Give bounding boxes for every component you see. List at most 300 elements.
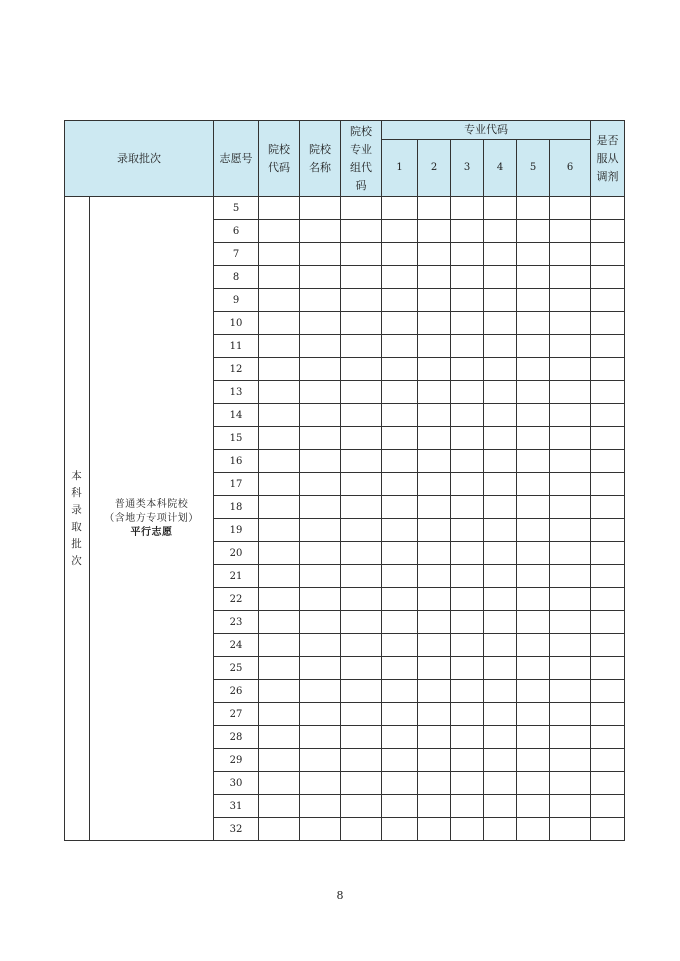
entry-cell[interactable]	[550, 611, 591, 634]
header-major-5: 5	[517, 140, 550, 197]
entry-cell[interactable]	[341, 542, 382, 565]
entry-cell[interactable]	[300, 496, 341, 519]
entry-cell[interactable]	[550, 358, 591, 381]
entry-cell[interactable]	[550, 335, 591, 358]
entry-cell[interactable]	[451, 358, 484, 381]
entry-cell[interactable]	[517, 726, 550, 749]
entry-cell[interactable]	[517, 358, 550, 381]
entry-cell[interactable]	[300, 243, 341, 266]
entry-cell[interactable]	[484, 427, 517, 450]
choice-number: 15	[214, 427, 259, 450]
entry-cell[interactable]	[382, 473, 418, 496]
entry-cell[interactable]	[591, 611, 625, 634]
entry-cell[interactable]	[591, 588, 625, 611]
entry-cell[interactable]	[382, 289, 418, 312]
entry-cell[interactable]	[591, 749, 625, 772]
entry-cell[interactable]	[517, 657, 550, 680]
entry-cell[interactable]	[418, 634, 451, 657]
entry-cell[interactable]	[591, 197, 625, 220]
entry-cell[interactable]	[418, 358, 451, 381]
entry-cell[interactable]	[484, 335, 517, 358]
entry-cell[interactable]	[591, 634, 625, 657]
entry-cell[interactable]	[550, 496, 591, 519]
entry-cell[interactable]	[451, 542, 484, 565]
choice-number: 25	[214, 657, 259, 680]
entry-cell[interactable]	[259, 795, 300, 818]
entry-cell[interactable]	[259, 404, 300, 427]
entry-cell[interactable]	[300, 427, 341, 450]
entry-cell[interactable]	[591, 565, 625, 588]
choice-number: 9	[214, 289, 259, 312]
entry-cell[interactable]	[300, 542, 341, 565]
entry-cell[interactable]	[517, 335, 550, 358]
entry-cell[interactable]	[451, 634, 484, 657]
entry-cell[interactable]	[517, 496, 550, 519]
entry-cell[interactable]	[341, 588, 382, 611]
entry-cell[interactable]	[259, 289, 300, 312]
entry-cell[interactable]	[484, 266, 517, 289]
entry-cell[interactable]	[341, 795, 382, 818]
entry-cell[interactable]	[451, 588, 484, 611]
entry-cell[interactable]	[550, 450, 591, 473]
entry-cell[interactable]	[451, 795, 484, 818]
entry-cell[interactable]	[300, 680, 341, 703]
entry-cell[interactable]	[382, 381, 418, 404]
entry-cell[interactable]	[484, 611, 517, 634]
entry-cell[interactable]	[591, 496, 625, 519]
entry-cell[interactable]	[550, 220, 591, 243]
entry-cell[interactable]	[341, 703, 382, 726]
entry-cell[interactable]	[484, 818, 517, 841]
entry-cell[interactable]	[517, 450, 550, 473]
entry-cell[interactable]	[517, 473, 550, 496]
entry-cell[interactable]	[418, 473, 451, 496]
entry-cell[interactable]	[341, 496, 382, 519]
entry-cell[interactable]	[550, 749, 591, 772]
entry-cell[interactable]	[517, 381, 550, 404]
entry-cell[interactable]	[451, 703, 484, 726]
entry-cell[interactable]	[382, 358, 418, 381]
entry-cell[interactable]	[484, 726, 517, 749]
entry-cell[interactable]	[418, 818, 451, 841]
entry-cell[interactable]	[418, 588, 451, 611]
entry-cell[interactable]	[451, 519, 484, 542]
entry-cell[interactable]	[451, 243, 484, 266]
entry-cell[interactable]	[341, 473, 382, 496]
choice-number: 32	[214, 818, 259, 841]
entry-cell[interactable]	[451, 404, 484, 427]
entry-cell[interactable]	[550, 657, 591, 680]
entry-cell[interactable]	[550, 680, 591, 703]
entry-cell[interactable]	[418, 404, 451, 427]
entry-cell[interactable]	[550, 312, 591, 335]
entry-cell[interactable]	[259, 473, 300, 496]
entry-cell[interactable]	[300, 335, 341, 358]
entry-cell[interactable]	[517, 772, 550, 795]
entry-cell[interactable]	[341, 266, 382, 289]
entry-cell[interactable]	[341, 381, 382, 404]
entry-cell[interactable]	[259, 427, 300, 450]
entry-cell[interactable]	[451, 266, 484, 289]
entry-cell[interactable]	[341, 220, 382, 243]
entry-cell[interactable]	[550, 243, 591, 266]
table-row	[65, 197, 625, 220]
entry-cell[interactable]	[591, 726, 625, 749]
entry-cell[interactable]	[591, 220, 625, 243]
entry-cell[interactable]	[418, 496, 451, 519]
entry-cell[interactable]	[259, 450, 300, 473]
header-school-code: 院校 代码	[259, 121, 300, 197]
entry-cell[interactable]	[382, 197, 418, 220]
entry-cell[interactable]	[418, 335, 451, 358]
entry-cell[interactable]	[484, 473, 517, 496]
entry-cell[interactable]	[484, 197, 517, 220]
entry-cell[interactable]	[382, 634, 418, 657]
entry-cell[interactable]	[550, 772, 591, 795]
entry-cell[interactable]	[517, 588, 550, 611]
entry-cell[interactable]	[341, 634, 382, 657]
entry-cell[interactable]	[591, 703, 625, 726]
entry-cell[interactable]	[382, 588, 418, 611]
entry-cell[interactable]	[484, 749, 517, 772]
entry-cell[interactable]	[591, 795, 625, 818]
entry-cell[interactable]	[300, 795, 341, 818]
entry-cell[interactable]	[300, 703, 341, 726]
entry-cell[interactable]	[591, 289, 625, 312]
entry-cell[interactable]	[341, 197, 382, 220]
entry-cell[interactable]	[382, 427, 418, 450]
entry-cell[interactable]	[517, 427, 550, 450]
entry-cell[interactable]	[484, 381, 517, 404]
entry-cell[interactable]	[300, 381, 341, 404]
entry-cell[interactable]	[451, 220, 484, 243]
entry-cell[interactable]	[382, 496, 418, 519]
entry-cell[interactable]	[259, 358, 300, 381]
entry-cell[interactable]	[484, 542, 517, 565]
entry-cell[interactable]	[517, 611, 550, 634]
entry-cell[interactable]	[517, 818, 550, 841]
entry-cell[interactable]	[517, 749, 550, 772]
entry-cell[interactable]	[591, 473, 625, 496]
entry-cell[interactable]	[451, 680, 484, 703]
entry-cell[interactable]	[259, 611, 300, 634]
entry-cell[interactable]	[484, 680, 517, 703]
entry-cell[interactable]	[259, 634, 300, 657]
entry-cell[interactable]	[484, 450, 517, 473]
entry-cell[interactable]	[418, 726, 451, 749]
header-major-6: 6	[550, 140, 591, 197]
entry-cell[interactable]	[300, 565, 341, 588]
entry-cell[interactable]	[259, 496, 300, 519]
entry-cell[interactable]	[300, 519, 341, 542]
entry-cell[interactable]	[418, 772, 451, 795]
entry-cell[interactable]	[300, 749, 341, 772]
entry-cell[interactable]	[451, 473, 484, 496]
entry-cell[interactable]	[591, 404, 625, 427]
entry-cell[interactable]	[300, 197, 341, 220]
entry-cell[interactable]	[382, 680, 418, 703]
entry-cell[interactable]	[451, 335, 484, 358]
entry-cell[interactable]	[382, 703, 418, 726]
entry-cell[interactable]	[517, 243, 550, 266]
entry-cell[interactable]	[259, 726, 300, 749]
entry-cell[interactable]	[451, 749, 484, 772]
entry-cell[interactable]	[550, 266, 591, 289]
entry-cell[interactable]	[341, 404, 382, 427]
entry-cell[interactable]	[484, 519, 517, 542]
entry-cell[interactable]	[382, 312, 418, 335]
entry-cell[interactable]	[484, 588, 517, 611]
entry-cell[interactable]	[300, 657, 341, 680]
entry-cell[interactable]	[517, 542, 550, 565]
entry-cell[interactable]	[591, 657, 625, 680]
entry-cell[interactable]	[550, 404, 591, 427]
entry-cell[interactable]	[341, 450, 382, 473]
header-major-2: 2	[418, 140, 451, 197]
entry-cell[interactable]	[591, 542, 625, 565]
entry-cell[interactable]	[382, 818, 418, 841]
entry-cell[interactable]	[451, 726, 484, 749]
entry-cell[interactable]	[300, 473, 341, 496]
entry-cell[interactable]	[550, 588, 591, 611]
entry-cell[interactable]	[341, 611, 382, 634]
entry-cell[interactable]	[591, 427, 625, 450]
entry-cell[interactable]	[591, 680, 625, 703]
entry-cell[interactable]	[591, 450, 625, 473]
choice-number: 8	[214, 266, 259, 289]
entry-cell[interactable]	[300, 818, 341, 841]
entry-cell[interactable]	[418, 381, 451, 404]
entry-cell[interactable]	[550, 542, 591, 565]
entry-cell[interactable]	[517, 795, 550, 818]
entry-cell[interactable]	[591, 335, 625, 358]
entry-cell[interactable]	[451, 312, 484, 335]
entry-cell[interactable]	[517, 404, 550, 427]
entry-cell[interactable]	[550, 473, 591, 496]
entry-cell[interactable]	[382, 335, 418, 358]
entry-cell[interactable]	[484, 772, 517, 795]
entry-cell[interactable]	[418, 565, 451, 588]
entry-cell[interactable]	[259, 542, 300, 565]
entry-cell[interactable]	[382, 542, 418, 565]
entry-cell[interactable]	[484, 795, 517, 818]
entry-cell[interactable]	[550, 289, 591, 312]
entry-cell[interactable]	[382, 243, 418, 266]
entry-cell[interactable]	[550, 726, 591, 749]
entry-cell[interactable]	[550, 634, 591, 657]
entry-cell[interactable]	[484, 220, 517, 243]
entry-cell[interactable]	[341, 726, 382, 749]
entry-cell[interactable]	[451, 611, 484, 634]
entry-cell[interactable]	[550, 519, 591, 542]
entry-cell[interactable]	[341, 680, 382, 703]
entry-cell[interactable]	[259, 266, 300, 289]
choice-number: 23	[214, 611, 259, 634]
entry-cell[interactable]	[300, 772, 341, 795]
entry-cell[interactable]	[259, 588, 300, 611]
entry-cell[interactable]	[517, 312, 550, 335]
entry-cell[interactable]	[259, 381, 300, 404]
choice-number: 11	[214, 335, 259, 358]
header-school-name: 院校 名称	[300, 121, 341, 197]
entry-cell[interactable]	[591, 243, 625, 266]
entry-cell[interactable]	[300, 588, 341, 611]
entry-cell[interactable]	[259, 657, 300, 680]
page-number: 8	[336, 889, 344, 902]
entry-cell[interactable]	[259, 703, 300, 726]
entry-cell[interactable]	[259, 519, 300, 542]
entry-cell[interactable]	[418, 197, 451, 220]
entry-cell[interactable]	[300, 450, 341, 473]
entry-cell[interactable]	[418, 220, 451, 243]
entry-cell[interactable]	[418, 542, 451, 565]
entry-cell[interactable]	[418, 312, 451, 335]
entry-cell[interactable]	[382, 450, 418, 473]
entry-cell[interactable]	[382, 565, 418, 588]
entry-cell[interactable]	[259, 220, 300, 243]
entry-cell[interactable]	[550, 795, 591, 818]
entry-cell[interactable]	[300, 289, 341, 312]
entry-cell[interactable]	[451, 772, 484, 795]
entry-cell[interactable]	[418, 657, 451, 680]
choice-number: 26	[214, 680, 259, 703]
entry-cell[interactable]	[517, 197, 550, 220]
entry-cell[interactable]	[341, 519, 382, 542]
entry-cell[interactable]	[418, 427, 451, 450]
entry-cell[interactable]	[341, 818, 382, 841]
entry-cell[interactable]	[517, 266, 550, 289]
entry-cell[interactable]	[418, 519, 451, 542]
entry-cell[interactable]	[259, 335, 300, 358]
entry-cell[interactable]	[484, 634, 517, 657]
entry-cell[interactable]	[451, 657, 484, 680]
header-adjust: 是否 服从 调剂	[591, 121, 625, 197]
entry-cell[interactable]	[259, 772, 300, 795]
entry-cell[interactable]	[591, 266, 625, 289]
entry-cell[interactable]	[418, 703, 451, 726]
entry-cell[interactable]	[382, 726, 418, 749]
entry-cell[interactable]	[591, 519, 625, 542]
entry-cell[interactable]	[341, 427, 382, 450]
entry-cell[interactable]	[382, 266, 418, 289]
choice-number: 7	[214, 243, 259, 266]
entry-cell[interactable]	[259, 312, 300, 335]
entry-cell[interactable]	[259, 818, 300, 841]
entry-cell[interactable]	[300, 726, 341, 749]
entry-cell[interactable]	[484, 496, 517, 519]
entry-cell[interactable]	[484, 404, 517, 427]
entry-cell[interactable]	[418, 243, 451, 266]
entry-cell[interactable]	[591, 358, 625, 381]
entry-cell[interactable]	[484, 657, 517, 680]
choice-number: 20	[214, 542, 259, 565]
entry-cell[interactable]	[341, 749, 382, 772]
entry-cell[interactable]	[382, 404, 418, 427]
entry-cell[interactable]	[341, 289, 382, 312]
entry-cell[interactable]	[300, 358, 341, 381]
entry-cell[interactable]	[418, 266, 451, 289]
entry-cell[interactable]	[550, 381, 591, 404]
entry-cell[interactable]	[300, 266, 341, 289]
entry-cell[interactable]	[300, 404, 341, 427]
entry-cell[interactable]	[382, 220, 418, 243]
entry-cell[interactable]	[341, 772, 382, 795]
entry-cell[interactable]	[259, 749, 300, 772]
entry-cell[interactable]	[484, 703, 517, 726]
entry-cell[interactable]	[382, 611, 418, 634]
entry-cell[interactable]	[300, 634, 341, 657]
entry-cell[interactable]	[341, 657, 382, 680]
entry-cell[interactable]	[451, 496, 484, 519]
entry-cell[interactable]	[591, 818, 625, 841]
entry-cell[interactable]	[418, 450, 451, 473]
entry-cell[interactable]	[382, 519, 418, 542]
entry-cell[interactable]	[517, 634, 550, 657]
entry-cell[interactable]	[550, 565, 591, 588]
entry-cell[interactable]	[382, 772, 418, 795]
entry-cell[interactable]	[259, 565, 300, 588]
entry-cell[interactable]	[550, 818, 591, 841]
entry-cell[interactable]	[517, 703, 550, 726]
entry-cell[interactable]	[451, 450, 484, 473]
choice-number: 21	[214, 565, 259, 588]
entry-cell[interactable]	[418, 680, 451, 703]
entry-cell[interactable]	[341, 312, 382, 335]
entry-cell[interactable]	[517, 220, 550, 243]
entry-cell[interactable]	[550, 427, 591, 450]
entry-cell[interactable]	[484, 565, 517, 588]
entry-cell[interactable]	[591, 381, 625, 404]
entry-cell[interactable]	[591, 312, 625, 335]
entry-cell[interactable]	[341, 565, 382, 588]
entry-cell[interactable]	[517, 680, 550, 703]
entry-cell[interactable]	[451, 289, 484, 312]
entry-cell[interactable]	[550, 197, 591, 220]
entry-cell[interactable]	[484, 243, 517, 266]
entry-cell[interactable]	[517, 289, 550, 312]
header-group-code: 院校 专业 组代 码	[341, 121, 382, 197]
entry-cell[interactable]	[517, 519, 550, 542]
entry-cell[interactable]	[484, 312, 517, 335]
entry-cell[interactable]	[418, 289, 451, 312]
entry-cell[interactable]	[418, 795, 451, 818]
entry-cell[interactable]	[341, 243, 382, 266]
entry-cell[interactable]	[418, 611, 451, 634]
entry-cell[interactable]	[451, 197, 484, 220]
entry-cell[interactable]	[550, 703, 591, 726]
entry-cell[interactable]	[259, 680, 300, 703]
entry-cell[interactable]	[259, 243, 300, 266]
entry-cell[interactable]	[300, 220, 341, 243]
entry-cell[interactable]	[382, 657, 418, 680]
entry-cell[interactable]	[341, 358, 382, 381]
entry-cell[interactable]	[259, 197, 300, 220]
entry-cell[interactable]	[451, 565, 484, 588]
entry-cell[interactable]	[484, 358, 517, 381]
entry-cell[interactable]	[451, 381, 484, 404]
entry-cell[interactable]	[300, 312, 341, 335]
entry-cell[interactable]	[451, 427, 484, 450]
entry-cell[interactable]	[418, 749, 451, 772]
entry-cell[interactable]	[517, 565, 550, 588]
entry-cell[interactable]	[341, 335, 382, 358]
entry-cell[interactable]	[591, 772, 625, 795]
entry-cell[interactable]	[300, 611, 341, 634]
entry-cell[interactable]	[382, 795, 418, 818]
entry-cell[interactable]	[382, 749, 418, 772]
entry-cell[interactable]	[484, 289, 517, 312]
entry-cell[interactable]	[451, 818, 484, 841]
